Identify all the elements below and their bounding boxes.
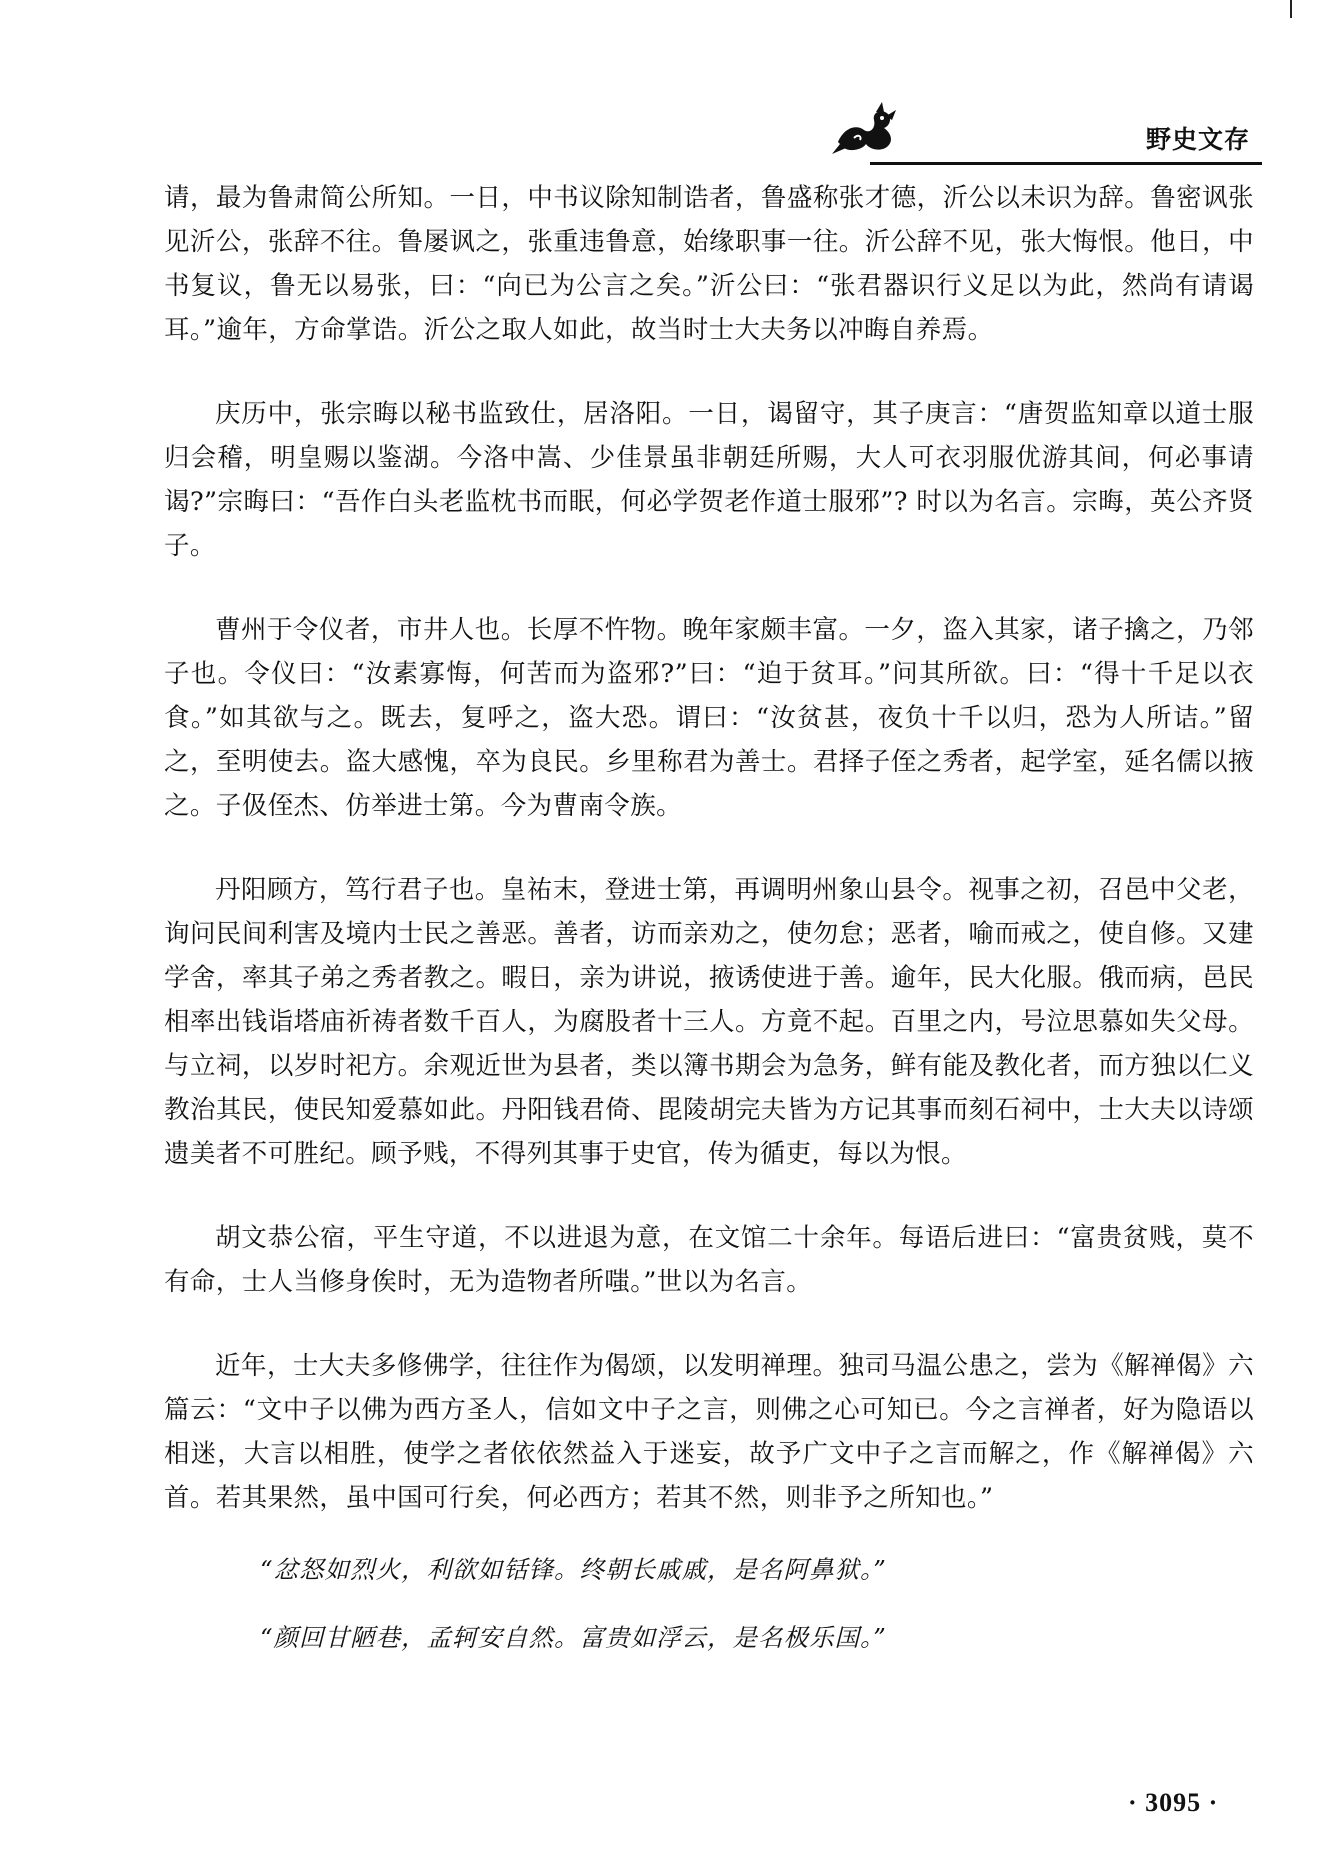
paragraph-5: 胡文恭公宿，平生守道，不以进退为意，在文馆二十余年。每语后进曰：“富贵贫贱，莫不有命，士人当修身俟时，无为造物者所嗤。”世以为名言。 (164, 1223, 1254, 1297)
paragraph-6: 近年，士大夫多修佛学，往往作为偈颂，以发明禅理。独司马温公患之，尝为《解禅偈》六篇云：“文中子以佛为西方圣人，信如文中子之言，则佛之心可知已。今之言禅者，好为隐语以相迷，大言以相胜，使学之者依依然益入于迷妄，故予广文中子之言而解之，作《解禅偈》六首。若其果然，虽中国可行矣，何必西方；若其不然，则非予之所知也。” (164, 1351, 1254, 1513)
paragraph-4: 丹阳顾方，笃行君子也。皇祐末，登进士第，再调明州象山县令。视事之初，召邑中父老，询问民间利害及境内士民之善恶。善者，访而亲劝之，使勿怠；恶者，喻而戒之，使自修。又建学舍，率其子弟之秀者教之。暇日，亲为讲说，掖诱使进于善。逾年，民大化服。俄而病，邑民相率出钱诣塔庙祈祷者数千百人，为腐股者十三人。方竟不起。百里之内，号泣思慕如失父母。与立祠，以岁时祀方。余观近世为县者，类以簿书期会为急务，鲜有能及教化者，而方独以仁义教治其民，使民知爱慕如此。丹阳钱君倚、毘陵胡完夫皆为方记其事而刻石祠中，士大夫以诗颂遗美者不可胜纪。顾予贱，不得列其事于史官，传为循吏，每以为恨。 (164, 875, 1254, 1169)
paragraph-1: 请，最为鲁肃简公所知。一日，中书议除知制诰者，鲁盛称张才德，沂公以未识为辞。鲁密讽张见沂公，张辞不往。鲁屡讽之，张重违鲁意，始缘职事一往。沂公辞不见，张大悔恨。他日，中书复议，鲁无以易张，曰：“向已为公言之矣。”沂公曰：“张君器识行义足以为此，然尚有请谒耳。”逾年，方命掌诰。沂公之取人如此，故当时士大夫务以冲晦自养焉。 (164, 183, 1254, 345)
page-body (164, 176, 1254, 1684)
page-number: · 3095 · (1128, 1788, 1219, 1817)
scan-corner-mark (1290, 0, 1302, 18)
verse-2: “颜回甘陋巷，孟轲安自然。富贵如浮云，是名极乐国。” (260, 1623, 887, 1652)
running-header (830, 88, 1262, 168)
paragraph-2: 庆历中，张宗晦以秘书监致仕，居洛阳。一日，谒留守，其子庚言：“唐贺监知章以道士服归会稽，明皇赐以鉴湖。今洛中嵩、少佳景虽非朝廷所赐，大人可衣羽服优游其间，何必事请谒?”宗晦曰：“吾作白头老监枕书而眠，何必学贺老作道士服邪”? 时以为名言。宗晦，英公齐贤子。 (164, 399, 1254, 561)
header-title: 野史文存 (1145, 125, 1250, 154)
header-rule (870, 162, 1262, 165)
paragraph-3: 曹州于令仪者，市井人也。长厚不忤物。晚年家颇丰富。一夕，盗入其家，诸子擒之，乃邻子也。令仪曰：“汝素寡悔，何苦而为盗邪?”曰：“迫于贫耳。”问其所欲。曰：“得十千足以衣食。”如其欲与之。既去，复呼之，盗大恐。谓曰：“汝贫甚，夜负十千以归，恐为人所诘。”留之，至明使去。盗大感愧，卒为良民。乡里称君为善士。君择子侄之秀者，起学室，延名儒以掖之。子伋侄杰、仿举进士第。今为曹南令族。 (164, 615, 1254, 821)
dragon-emblem-icon (830, 98, 900, 158)
verse-1: “忿怒如烈火，利欲如铦锋。终朝长戚戚，是名阿鼻狱。” (260, 1555, 887, 1584)
